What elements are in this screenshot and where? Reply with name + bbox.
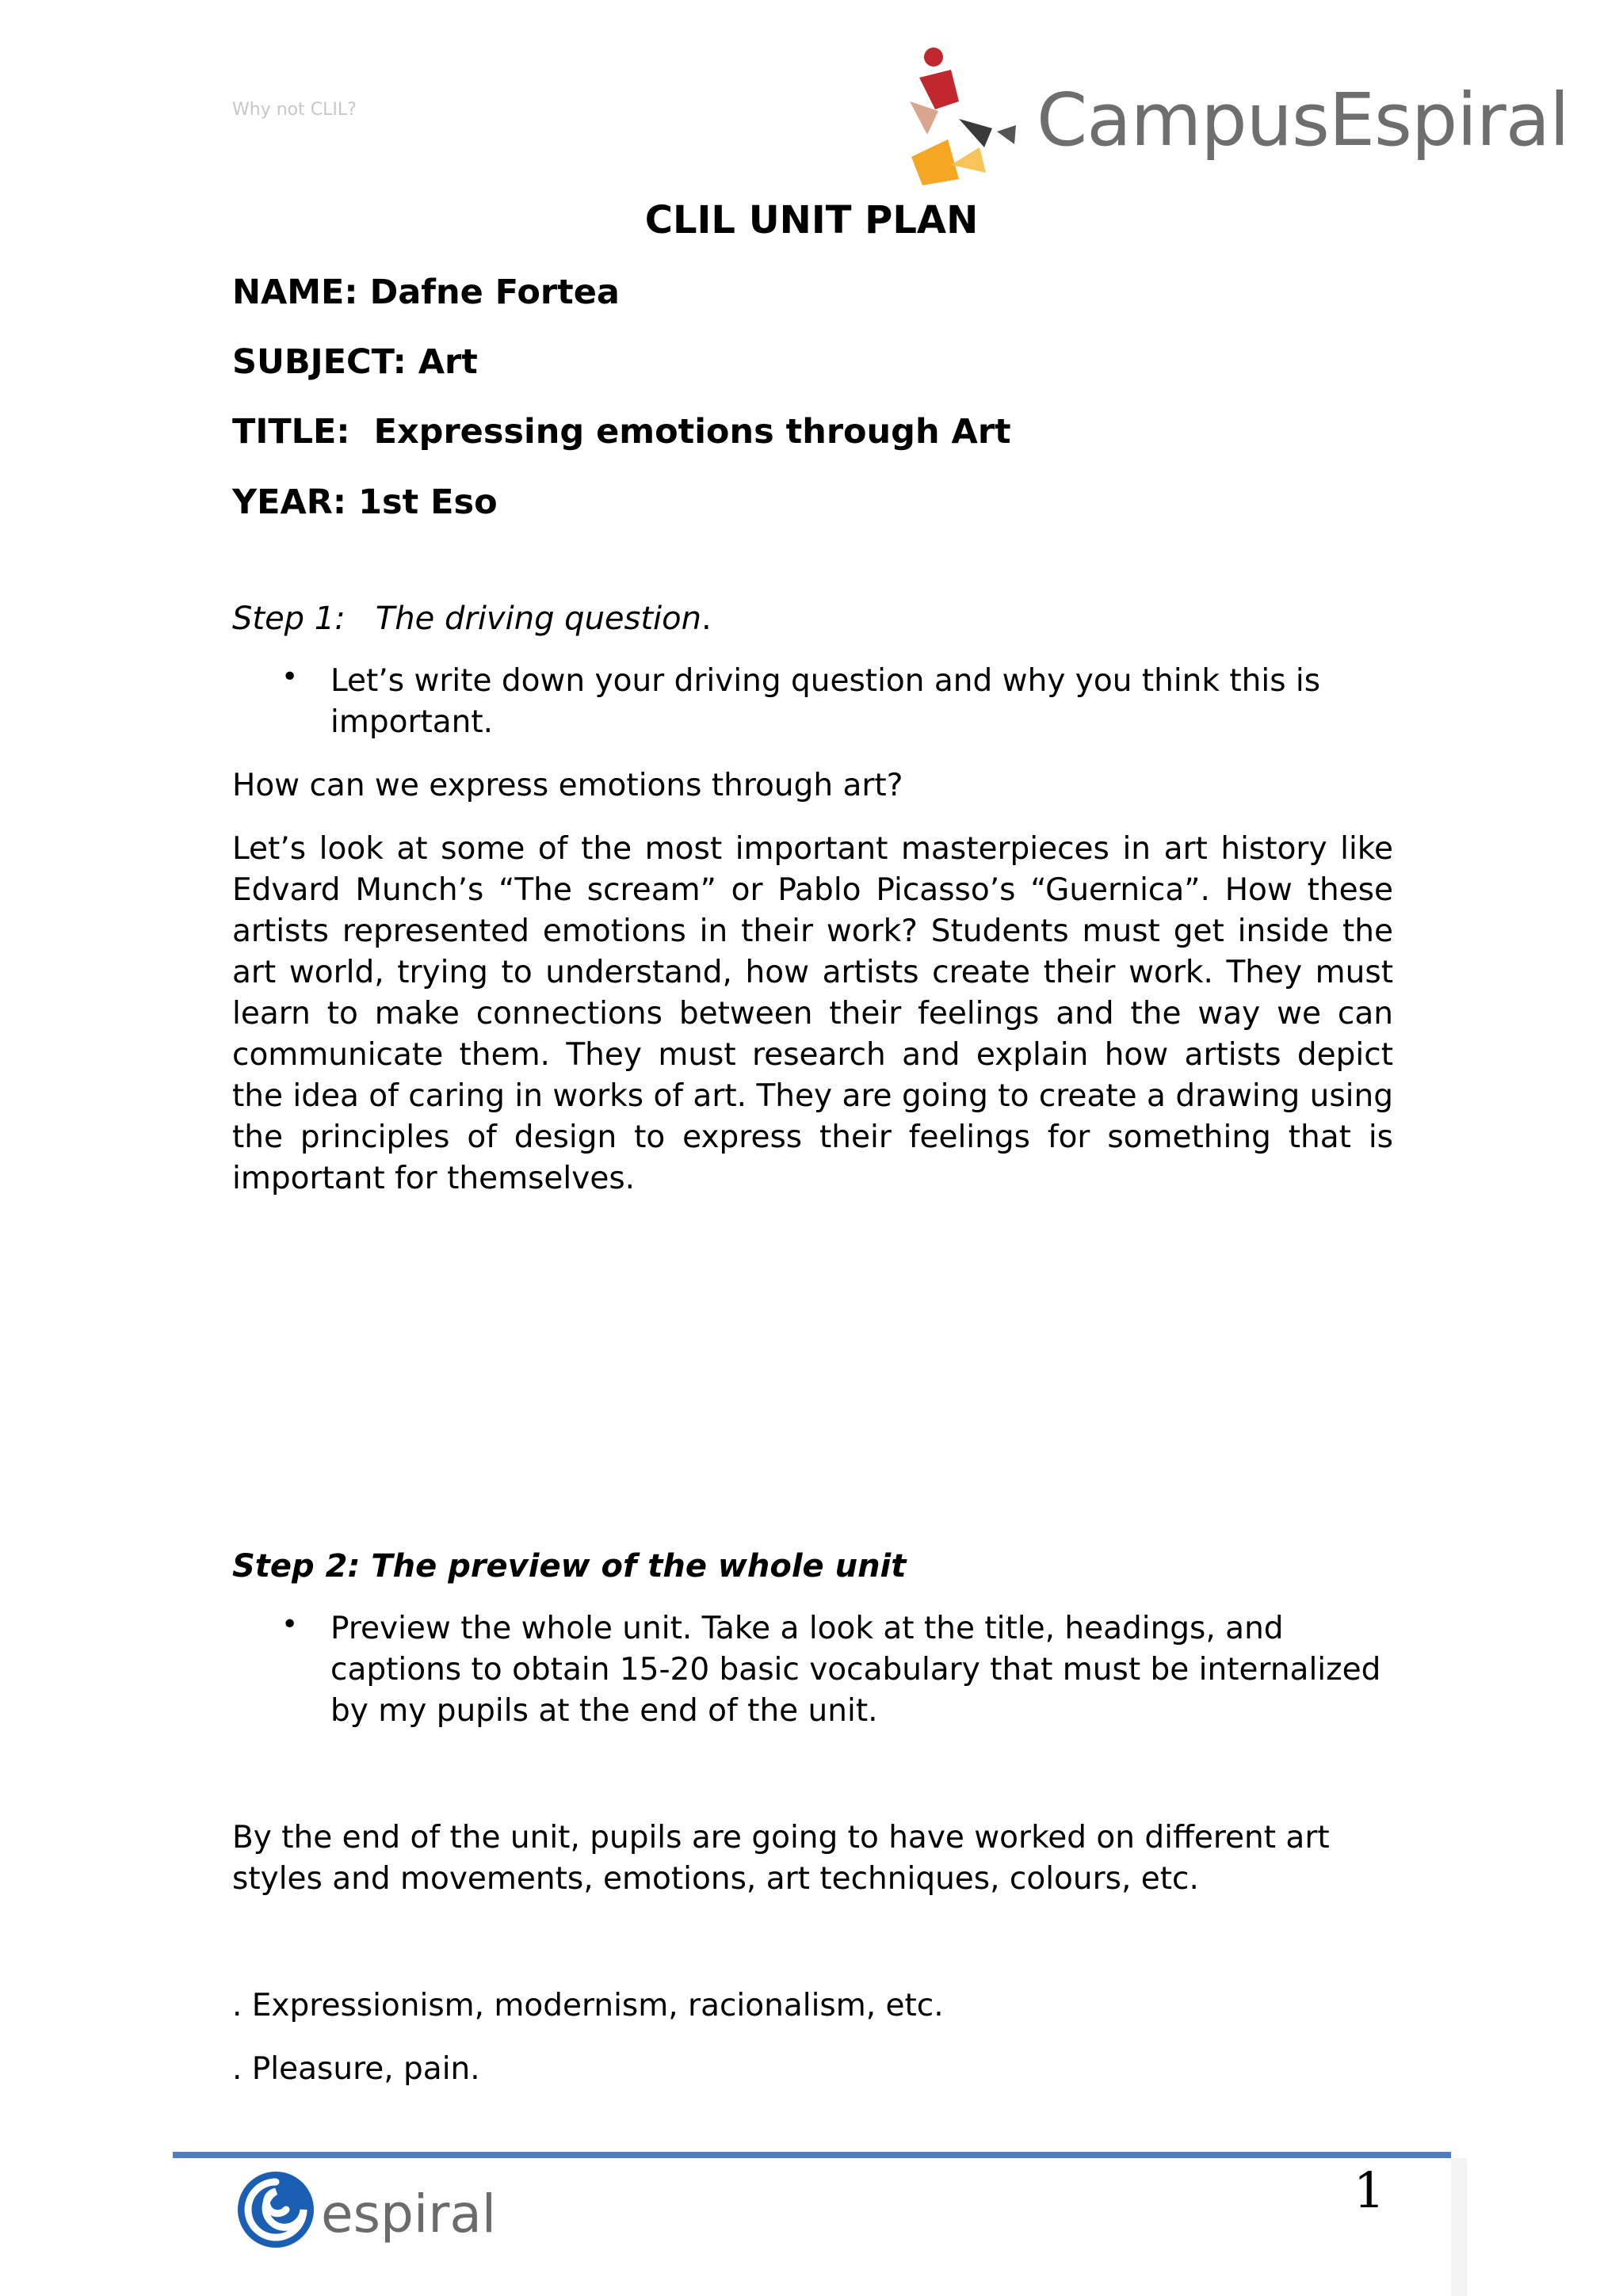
espiral-swirl-icon [232, 2166, 319, 2253]
subject-field: SUBJECT: Art [232, 342, 478, 382]
bullet-icon: • [281, 1608, 299, 1641]
step1-period: . [701, 601, 712, 637]
step1-paragraph: Let’s look at some of the most important masterpieces in art history like Edvard Munch’s “The scream” or Pablo Picasso’s “Guernica”. How these artists represented emotions in their work? Students must get inside the art world, trying to understand, how artists create their work. They must learn to make connections between their feelings and the way we can communicate them. They must research and explain how artists depict the idea of caring in works of art. They are going to create a drawing using the principles of design to express their feelings for something that is important for themselves. [232, 831, 1393, 1196]
step1-heading [232, 601, 712, 637]
campus-espiral-mark-icon [903, 46, 1038, 189]
footer-rule [173, 2152, 1451, 2158]
header-note: Why not CLIL? [232, 100, 357, 120]
brand-name: CampusEspiral [1037, 78, 1569, 162]
campus-espiral-logo [903, 46, 1569, 189]
footer-shade [1451, 2158, 1467, 2296]
step2-heading: Step 2: The preview of the whole unit [232, 1548, 907, 1585]
step1-title: The driving question [375, 601, 701, 637]
step1-bullet-text: Let’s write down your driving question and why you think this is important. [330, 663, 1321, 740]
document-title: CLIL UNIT PLAN [644, 198, 979, 242]
espiral-logo [232, 2166, 497, 2253]
page-number: 1 [1354, 2161, 1385, 2219]
year-field: YEAR: 1st Eso [232, 482, 498, 522]
step2-bullet-text: Preview the whole unit. Take a look at the title, headings, and captions to obtain 15-20 basic vocabulary that must be internalized by my pupils at the end of the unit. [330, 1611, 1381, 1729]
vocab-item-emotions: . Pleasure, pain. [232, 2051, 480, 2087]
step1-label: Step 1: [232, 601, 346, 637]
step2-paragraph: By the end of the unit, pupils are going to have worked on different art styles and movements, emotions, art techniques, colours, etc. [232, 1820, 1330, 1897]
bullet-icon: • [281, 661, 299, 693]
title-field: TITLE: Expressing emotions through Art [232, 412, 1011, 452]
name-field: NAME: Dafne Fortea [232, 273, 620, 312]
driving-question: How can we express emotions through art? [232, 768, 903, 803]
espiral-logo-text: espiral [321, 2183, 497, 2245]
vocab-item-styles: . Expressionism, modernism, racionalism, etc. [232, 1988, 944, 2023]
